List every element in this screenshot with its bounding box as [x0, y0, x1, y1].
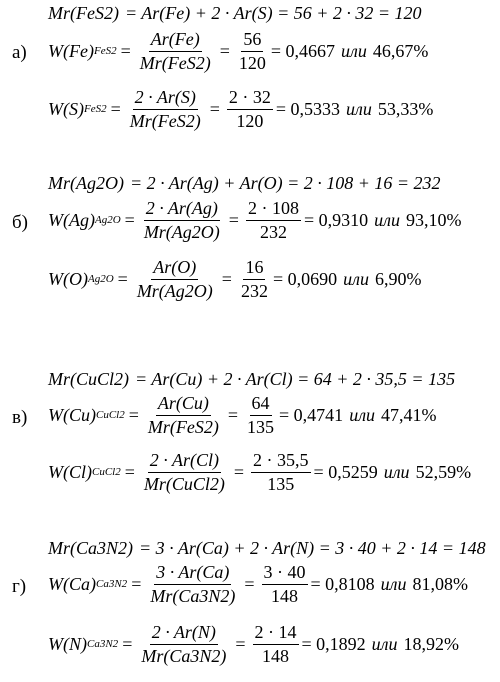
w-subscript: CuCl2 [96, 409, 125, 422]
fraction: $\frac{2 \cdot Ar(N)}{Mr(Ca3N2)}$ [141, 622, 227, 666]
fraction: $\frac{2 \cdot 35,5}{135}$ [253, 450, 309, 494]
w-subscript: Ca3N2 [87, 638, 119, 651]
or-word: или [341, 40, 367, 61]
fraction: $\frac{Ar(Fe)}{\text{Mr(FeS2)}}$ [139, 29, 211, 73]
mr-rhs: = Ar(Fe) + 2 · Ar(S) = 56 + 2 · 32 = 120 [124, 3, 422, 23]
mass-fraction-c-1: W(Cu) CuCl2 = $\frac{Ar(Cu)}{\text{Mr(FeS2)}}$ = $\frac{64}{135}$ = 0,4741 или 47,41% [48, 393, 437, 437]
mr-lhs: Mr(CuCl2) [48, 369, 129, 389]
mass-fraction-b-2: W(O) Ag2O = $\frac{Ar(O)}{Mr(Ag2O)}$ = $\frac{16}{232}$ = 0,0690 или 6,90% [48, 257, 422, 301]
mass-fraction-c-2: W(Cl) CuCl2 = $\frac{2 \cdot Ar(Cl)}{\text{Mr(CuCl2)}}$ = $\frac{2 \cdot 35,5}{135}$ = 0,5259 или 52,59% [48, 450, 472, 494]
w-lhs: W(Cl) [48, 461, 92, 482]
or-word: или [346, 98, 372, 119]
or-word: или [380, 573, 407, 594]
mr-lhs: Mr(Ag2O) [48, 173, 124, 193]
mass-fraction-a-2: W(S) FeS2 = $\frac{2 \cdot Ar(S)}{\text{Mr(FeS2)}}$ = $\frac{2 \cdot 32}{120}$ = 0,5333 или 53,33% [48, 87, 434, 131]
fraction: $\frac{64}{135}$ [247, 393, 275, 437]
result-value: = 0,8108 [310, 573, 375, 594]
section-label-b: б) [12, 212, 28, 233]
fraction: $\frac{Ar(O)}{Mr(Ag2O)}$ [136, 257, 213, 301]
section-label-a: а) [12, 42, 27, 63]
or-word: или [383, 461, 410, 482]
section-label-c: в) [12, 407, 28, 428]
percent-value: 46,67% [372, 40, 429, 61]
mr-rhs: = Ar(Cu) + 2 · Ar(Cl) = 64 + 2 · 35,5 = 135 [135, 369, 456, 389]
percent-value: 18,92% [403, 633, 460, 654]
section-label-d: г) [12, 576, 27, 597]
percent-value: 93,10% [405, 209, 462, 230]
percent-value: 81,08% [412, 573, 469, 594]
mass-fraction-b-1: W(Ag) Ag2O = $\frac{2 \cdot Ar(Ag)}{Mr(Ag2O)}$ = $\frac{2 \cdot 108}{232}$ = 0,9310 или 93,10% [48, 198, 462, 242]
w-subscript: Ag2O [94, 214, 121, 227]
percent-value: 47,41% [381, 404, 437, 425]
mr-formula-d [48, 538, 486, 559]
w-subscript: Ag2O [87, 273, 114, 286]
percent-value: 52,59% [415, 461, 472, 482]
w-lhs: W(Fe) [48, 40, 94, 61]
mass-fraction-d-1: W(Ca) Ca3N2 = $\frac{3 \cdot Ar(Ca)}{Mr(Ca3N2)}$ = $\frac{3 \cdot 40}{148}$ = 0,8108 или 81,08% [48, 562, 469, 606]
w-subscript: FeS2 [83, 103, 107, 116]
result-value: = 0,5333 [275, 98, 341, 119]
fraction: $\frac{16}{232}$ [240, 257, 268, 301]
fraction: $\frac{2 \cdot Ar(Cl)}{\text{Mr(CuCl2)}}$ [143, 450, 225, 494]
fraction: $\frac{Ar(Cu)}{\text{Mr(FeS2)}}$ [147, 393, 219, 437]
mr-formula-b [48, 173, 441, 194]
mass-fraction-d-2: W(N) Ca3N2 = $\frac{2 \cdot Ar(N)}{Mr(Ca3N2)}$ = $\frac{2 \cdot 14}{148}$ = 0,1892 или 18,92% [48, 622, 460, 666]
result-value: = 0,9310 [303, 209, 369, 230]
mr-rhs: = 3 · Ar(Ca) + 2 · Ar(N) = 3 · 40 + 2 · 14 = 148 [139, 538, 486, 558]
percent-value: 6,90% [374, 268, 422, 289]
or-word: или [343, 268, 369, 289]
result-value: = 0,0690 [272, 268, 338, 289]
result-value: = 0,4667 [270, 40, 336, 61]
result-value: = 0,1892 [301, 633, 366, 654]
w-subscript: Ca3N2 [96, 578, 128, 591]
w-lhs: W(Ca) [48, 573, 96, 594]
fraction: $\frac{56}{120}$ [238, 29, 266, 73]
w-lhs: W(Ag) [48, 209, 95, 230]
w-lhs: W(N) [48, 633, 87, 654]
fraction: $\frac{3 \cdot Ar(Ca)}{Mr(Ca3N2)}$ [150, 562, 236, 606]
result-value: = 0,4741 [279, 404, 344, 425]
fraction: $\frac{2 \cdot Ar(Ag)}{Mr(Ag2O)}$ [143, 198, 220, 242]
or-word: или [371, 633, 398, 654]
w-subscript: FeS2 [93, 45, 117, 58]
fraction: $\frac{2 \cdot 32}{120}$ [228, 87, 271, 131]
result-value: = 0,5259 [313, 461, 378, 482]
fraction: $\frac{2 \cdot 14}{148}$ [254, 622, 297, 666]
w-lhs: W(Cu) [48, 404, 96, 425]
fraction: $\frac{2 \cdot Ar(S)}{\text{Mr(FeS2)}}$ [129, 87, 201, 131]
percent-value: 53,33% [377, 98, 434, 119]
mr-lhs: Mr(FeS2) [48, 3, 119, 23]
mr-formula-a [48, 3, 422, 24]
or-word: или [374, 209, 400, 230]
mr-formula-c [48, 369, 455, 390]
mass-fraction-a-1: W(Fe) FeS2 = $\frac{Ar(Fe)}{\text{Mr(FeS2)}}$ = $\frac{56}{120}$ = 0,4667 или 46,67% [48, 29, 429, 73]
fraction: $\frac{3 \cdot 40}{148}$ [263, 562, 306, 606]
mr-lhs: Mr(Ca3N2) [48, 538, 133, 558]
mr-rhs: = 2 · Ar(Ag) + Ar(O) = 2 · 108 + 16 = 232 [129, 173, 441, 193]
w-lhs: W(O) [48, 268, 88, 289]
w-subscript: CuCl2 [92, 466, 121, 479]
fraction: $\frac{2 \cdot 108}{232}$ [247, 198, 299, 242]
or-word: или [349, 404, 376, 425]
w-lhs: W(S) [48, 98, 84, 119]
